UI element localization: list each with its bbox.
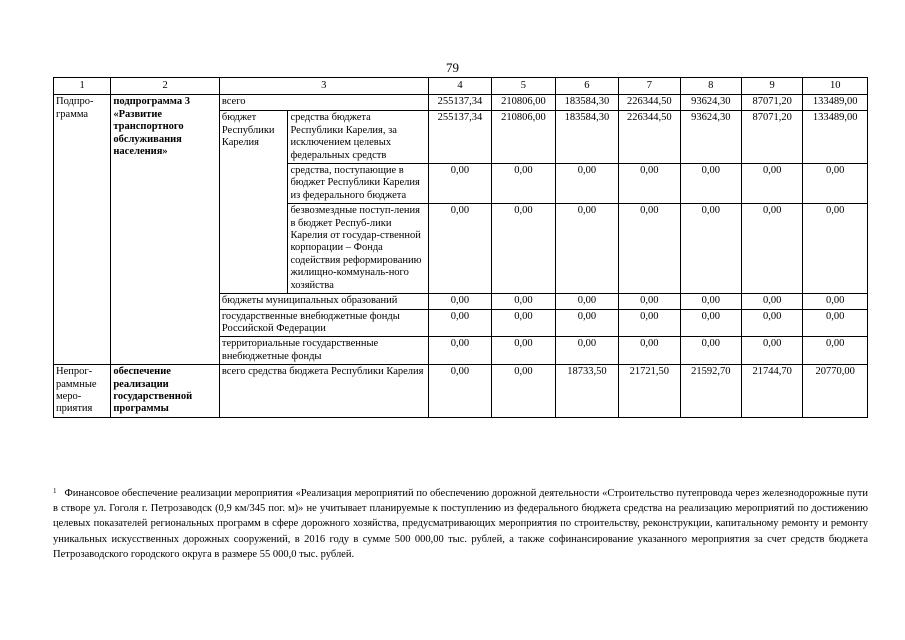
budget-source-cell: бюджет Республики Карелия [219, 111, 288, 294]
value-cell: 226344,50 [619, 111, 680, 164]
value-cell: 0,00 [428, 365, 491, 418]
value-cell: 0,00 [555, 337, 618, 365]
value-cell: 0,00 [803, 164, 868, 204]
source-cell: безвозмездные поступ-ления в бюджет Респуб-лики Карелия от государ-ственной корпорации – Фонда содействия реформированию жилищно-коммуналь-ного хозяйства [288, 204, 428, 294]
value-cell: 21721,50 [619, 365, 680, 418]
value-cell: 0,00 [741, 204, 802, 294]
value-cell: 0,00 [741, 164, 802, 204]
header-cell: 5 [492, 78, 555, 95]
value-cell: 0,00 [428, 309, 491, 337]
header-cell: 8 [680, 78, 741, 95]
value-cell: 0,00 [680, 337, 741, 365]
value-cell: 226344,50 [619, 95, 680, 111]
header-cell: 10 [803, 78, 868, 95]
value-cell: 133489,00 [803, 95, 868, 111]
header-row [54, 78, 868, 95]
value-cell: 0,00 [619, 164, 680, 204]
value-cell: 0,00 [555, 309, 618, 337]
value-cell: 0,00 [680, 164, 741, 204]
value-cell: 0,00 [492, 204, 555, 294]
source-cell: средства бюджета Республики Карелия, за исключением целевых федеральных средств [288, 111, 428, 164]
value-cell: 255137,34 [428, 95, 491, 111]
source-cell: бюджеты муниципальных образований [219, 294, 428, 309]
header-cell: 3 [219, 78, 428, 95]
value-cell: 255137,34 [428, 111, 491, 164]
source-cell: всего средства бюджета Республики Карелия [219, 365, 428, 418]
value-cell: 0,00 [555, 294, 618, 309]
value-cell: 93624,30 [680, 111, 741, 164]
value-cell: 0,00 [492, 309, 555, 337]
program-name-cell: обеспечение реализации государственной программы [111, 365, 220, 418]
value-cell: 87071,20 [741, 95, 802, 111]
value-cell: 0,00 [680, 294, 741, 309]
value-cell: 0,00 [555, 204, 618, 294]
header-cell: 1 [54, 78, 111, 95]
header-cell: 2 [111, 78, 220, 95]
program-type-cell: Подпро-грамма [54, 95, 111, 365]
source-cell: государственные внебюджетные фонды Российской Федерации [219, 309, 428, 337]
value-cell: 0,00 [619, 294, 680, 309]
value-cell: 0,00 [428, 164, 491, 204]
value-cell: 0,00 [428, 204, 491, 294]
source-cell: средства, поступающие в бюджет Республики Карелия из федерального бюджета [288, 164, 428, 204]
value-cell: 0,00 [803, 294, 868, 309]
table-row [54, 95, 868, 111]
value-cell: 0,00 [803, 204, 868, 294]
value-cell: 87071,20 [741, 111, 802, 164]
source-cell: всего [219, 95, 428, 111]
header-cell: 4 [428, 78, 491, 95]
table-row [54, 365, 868, 418]
page-number: 79 [446, 60, 459, 75]
value-cell: 210806,00 [492, 95, 555, 111]
program-type-cell: Непрог-раммные меро-приятия [54, 365, 111, 418]
budget-table [53, 77, 868, 418]
header-cell: 6 [555, 78, 618, 95]
header-cell: 9 [741, 78, 802, 95]
program-name-cell: подпрограмма 3 «Развитие транспортного обслуживания населения» [111, 95, 220, 365]
value-cell: 0,00 [428, 337, 491, 365]
value-cell: 0,00 [619, 309, 680, 337]
value-cell: 183584,30 [555, 111, 618, 164]
value-cell: 20770,00 [803, 365, 868, 418]
value-cell: 0,00 [619, 337, 680, 365]
value-cell: 21744,70 [741, 365, 802, 418]
value-cell: 93624,30 [680, 95, 741, 111]
footnote-text: Финансовое обеспечение реализации мероприятия «Реализация мероприятий по обеспечению дорожной деятельности «Строительство путепровода через железнодорожные пути в створе ул. Гоголя г. Петрозаводск (0,9 км/345 пог. м)» не учитывает планируемые к поступлению из федерального бюджета средства на реализацию мероприятий по достижению целевых показателей региональных программ в сфере дорожного хозяйства, предусматривающих мероприятия по строительству, реконструкции, капитальному ремонту и ремонту уникальных искусственных дорожных сооружений, в 2016 году в сумме 500 000,00 тыс. рублей, а также софинансирование указанного мероприятия за счет средств бюджета Петрозаводского городского округа в размере 55 000,0 тыс. рублей. [53, 488, 868, 560]
value-cell: 0,00 [492, 337, 555, 365]
value-cell: 18733,50 [555, 365, 618, 418]
source-cell: территориальные государственные внебюджетные фонды [219, 337, 428, 365]
value-cell: 0,00 [741, 309, 802, 337]
footnote-marker: 1 [53, 487, 57, 495]
footnote [53, 486, 868, 562]
value-cell: 0,00 [492, 365, 555, 418]
value-cell: 0,00 [428, 294, 491, 309]
value-cell: 0,00 [619, 204, 680, 294]
value-cell: 0,00 [741, 337, 802, 365]
value-cell: 21592,70 [680, 365, 741, 418]
value-cell: 0,00 [741, 294, 802, 309]
header-cell: 7 [619, 78, 680, 95]
value-cell: 133489,00 [803, 111, 868, 164]
value-cell: 0,00 [555, 164, 618, 204]
value-cell: 0,00 [803, 309, 868, 337]
value-cell: 210806,00 [492, 111, 555, 164]
value-cell: 0,00 [680, 309, 741, 337]
value-cell: 183584,30 [555, 95, 618, 111]
value-cell: 0,00 [492, 164, 555, 204]
value-cell: 0,00 [680, 204, 741, 294]
value-cell: 0,00 [803, 337, 868, 365]
value-cell: 0,00 [492, 294, 555, 309]
